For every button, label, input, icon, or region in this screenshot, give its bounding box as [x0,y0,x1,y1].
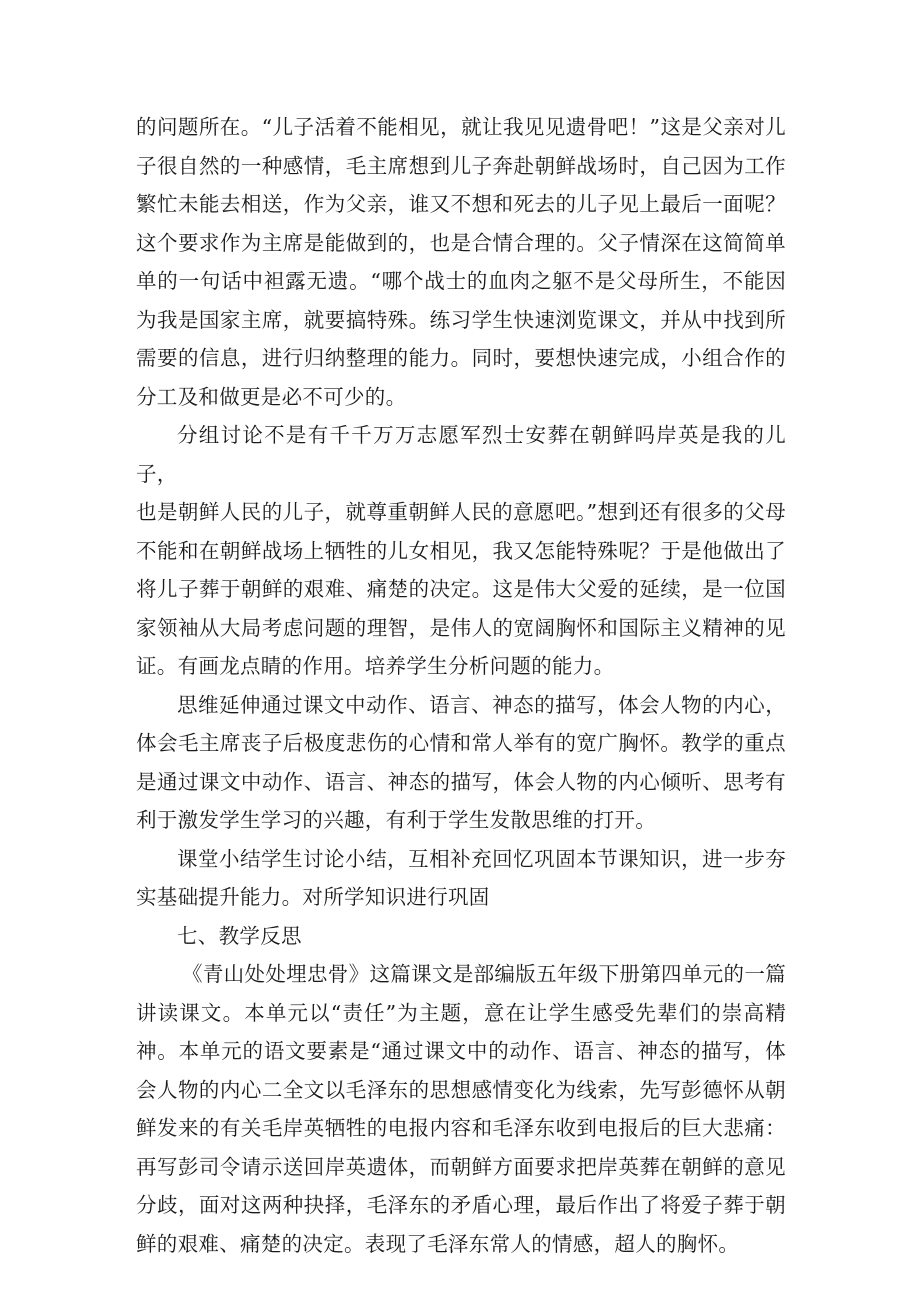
section-heading-teaching-reflection: 七、教学反思 [177,923,302,948]
paragraph-korea-burial-decision: 也是朝鲜人民的儿子，就尊重朝鲜人民的意愿吧。”想到还有很多的父母不能和在朝鲜战场上牺牲的儿女相见，我又怎能特殊呢？于是他做出了将儿子葬于朝鲜的艰难、痛楚的决定。这是伟大父爱的延续，是一位国家领袖从大局考虑问题的理智，是伟人的宽阔胸怀和国际主义精神的见证。有画龙点睛的作用。培养学生分析问题的能力。 [136,500,786,678]
paragraph-group-discussion-opening: 分组讨论不是有千千万万志愿军烈士安葬在朝鲜吗岸英是我的儿子， [136,423,786,486]
paragraph-class-summary: 课堂小结学生讨论小结，互相补充回忆巩固本节课知识，进一步夯实基础提升能力。对所学知识进行巩固 [136,846,786,909]
paragraph-teaching-reflection: 《青山处处埋忠骨》这篇课文是部编版五年级下册第四单元的一篇讲读课文。本单元以“责任”为主题，意在让学生感受先辈们的崇高精神。本单元的语文要素是“通过课文中的动作、语言、神态的描写，体会人物的内心二全文以毛泽东的思想感情变化为线索，先写彭德怀从朝鲜发来的有关毛岸英牺牲的电报内容和毛泽东收到电报后的巨大悲痛：再写彭司令请示送回岸英遗体，而朝鲜方面要求把岸英葬在朝鲜的意见分歧，面对这两种抉择，毛泽东的矛盾心理，最后作出了将爱子葬于朝鲜的艰难、痛楚的决定。表现了毛泽东常人的情感，超人的胸怀。 [136,962,786,1256]
paragraph-father-feelings: 的问题所在。“儿子活着不能相见，就让我见见遗骨吧！”这是父亲对儿子很自然的一种感情，毛主席想到儿子奔赴朝鲜战场时，自己因为工作繁忙未能去相送，作为父亲，谁又不想和死去的儿子见上最后一面呢？这个要求作为主席是能做到的，也是合情合理的。父子情深在这简简单单的一句话中袒露无遗。“哪个战士的血肉之躯不是父母所生，不能因为我是国家主席，就要搞特殊。练习学生快速浏览课文，并从中找到所需要的信息，进行归纳整理的能力。同时，要想快速完成，小组合作的分工及和做更是必不可少的。 [136,115,786,409]
paragraph-thinking-extension: 思维延伸通过课文中动作、语言、神态的描写，体会人物的内心，体会毛主席丧子后极度悲伤的心情和常人举有的宽广胸怀。教学的重点是通过课文中动作、语言、神态的描写，体会人物的内心倾听、思考有利于激发学生学习的兴趣，有利于学生发散思维的打开。 [136,692,786,832]
document-body [136,108,786,1263]
